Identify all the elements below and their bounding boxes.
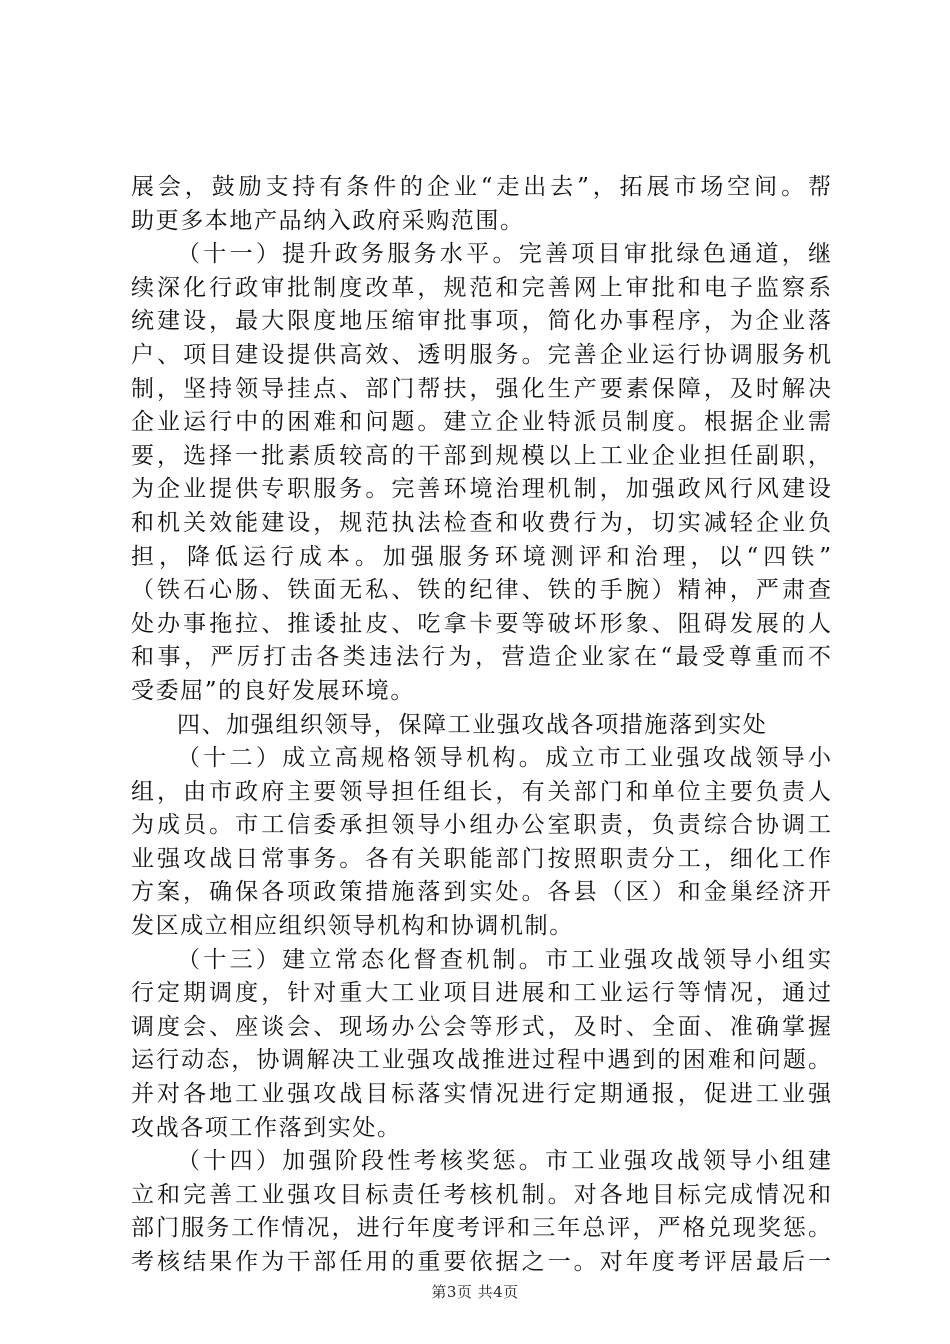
text-line: 为成员。市工信委承担领导小组办公室职责，负责综合协调工 [131,812,831,839]
paragraph-start-line: （十二）成立高规格领导机构。成立市工业强攻战领导小 [177,745,831,772]
text-line: 运行动态，协调解决工业强攻战推进过程中遇到的困难和问题。 [131,1047,831,1074]
text-line: 方案，确保各项政策措施落到实处。各县（区）和金巢经济开 [131,879,831,906]
text-line: 并对各地工业强攻战目标落实情况进行定期通报，促进工业强 [131,1081,831,1108]
text-line: 和机关效能建设，规范执法检查和收费行为，切实减轻企业负 [131,509,831,536]
text-line: 担，降低运行成本。加强服务环境测评和治理，以“四铁” [131,543,831,570]
paragraph-start-line: （十一）提升政务服务水平。完善项目审批绿色通道，继 [177,241,831,268]
text-line: 处办事拖拉、推诿扯皮、吃拿卡要等破坏形象、阻碍发展的人 [131,610,831,637]
text-line: 攻战各项工作落到实处。 [131,1114,402,1141]
text-line: 部门服务工作情况，进行年度考评和三年总评，严格兑现奖惩。 [131,1215,831,1242]
text-line: 调度会、座谈会、现场办公会等形式，及时、全面、准确掌握 [131,1013,831,1040]
text-line: 制，坚持领导挂点、部门帮扶，强化生产要素保障，及时解决 [131,375,831,402]
text-line: 统建设，最大限度地压缩审批事项，简化办事程序，为企业落 [131,308,831,335]
text-line: 展会，鼓励支持有条件的企业“走出去”，拓展市场空间。帮 [131,174,831,200]
text-line: 续深化行政审批制度改革，规范和完善网上审批和电子监察系 [131,274,831,301]
text-line: 业强攻战日常事务。各有关职能部门按照职责分工，细化工作 [131,845,831,872]
text-line: 发区成立相应组织领导机构和协调机制。 [131,913,574,940]
text-line: 助更多本地产品纳入政府采购范围。 [131,207,525,234]
text-line: （铁石心肠、铁面无私、铁的纪律、铁的手腕）精神，严肃查 [131,577,831,604]
text-line: 组，由市政府主要领导担任组长，有关部门和单位主要负责人 [131,778,831,805]
text-line: 户、项目建设提供高效、透明服务。完善企业运行协调服务机 [131,341,831,368]
text-line: 要，选择一批素质较高的干部到规模以上工业企业担任副职， [131,442,831,469]
text-line: 为企业提供专职服务。完善环境治理机制，加强政风行风建设 [131,476,831,503]
text-line: 行定期调度，针对重大工业项目进展和工业运行等情况，通过 [131,980,831,1007]
text-line: 和事，严厉打击各类违法行为，营造企业家在“最受尊重而不 [131,644,831,671]
text-line: 考核结果作为干部任用的重要依据之一。对年度考评居最后一 [131,1249,831,1275]
text-line: 立和完善工业强攻目标责任考核机制。对各地目标完成情况和 [131,1181,831,1208]
page-number-footer: 第3页 共4页 [431,1283,519,1301]
text-line: 企业运行中的困难和问题。建立企业特派员制度。根据企业需 [131,409,831,436]
document-body [131,171,831,1280]
paragraph-start-line: （十三）建立常态化督查机制。市工业强攻战领导小组实 [177,946,831,973]
text-line: 受委屈”的良好发展环境。 [131,677,415,704]
section-heading: 四、加强组织领导，保障工业强攻战各项措施落到实处 [177,711,768,738]
paragraph-start-line: （十四）加强阶段性考核奖惩。市工业强攻战领导小组建 [177,1148,831,1175]
